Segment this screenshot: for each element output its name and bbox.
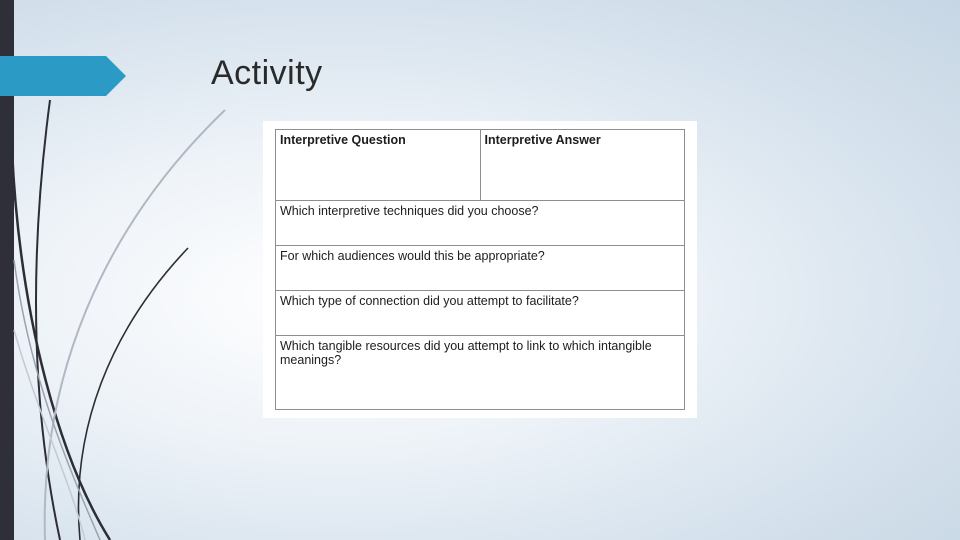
table-row — [276, 246, 685, 291]
question-techniques: Which interpretive techniques did you choose? — [276, 201, 685, 246]
question-tangible-resources: Which tangible resources did you attempt to link to which intangible meanings? — [276, 336, 685, 410]
table-row — [276, 291, 685, 336]
title-accent-arrow — [0, 56, 126, 96]
slide-title: Activity — [211, 54, 323, 92]
question-connection: Which type of connection did you attempt to facilitate? — [276, 291, 685, 336]
question-audiences: For which audiences would this be appropriate? — [276, 246, 685, 291]
table-header-row — [276, 130, 685, 201]
activity-table-image — [263, 121, 697, 418]
header-interpretive-question: Interpretive Question — [276, 130, 481, 201]
header-interpretive-answer: Interpretive Answer — [480, 130, 685, 201]
activity-table — [275, 129, 685, 410]
table-row — [276, 201, 685, 246]
table-row — [276, 336, 685, 410]
